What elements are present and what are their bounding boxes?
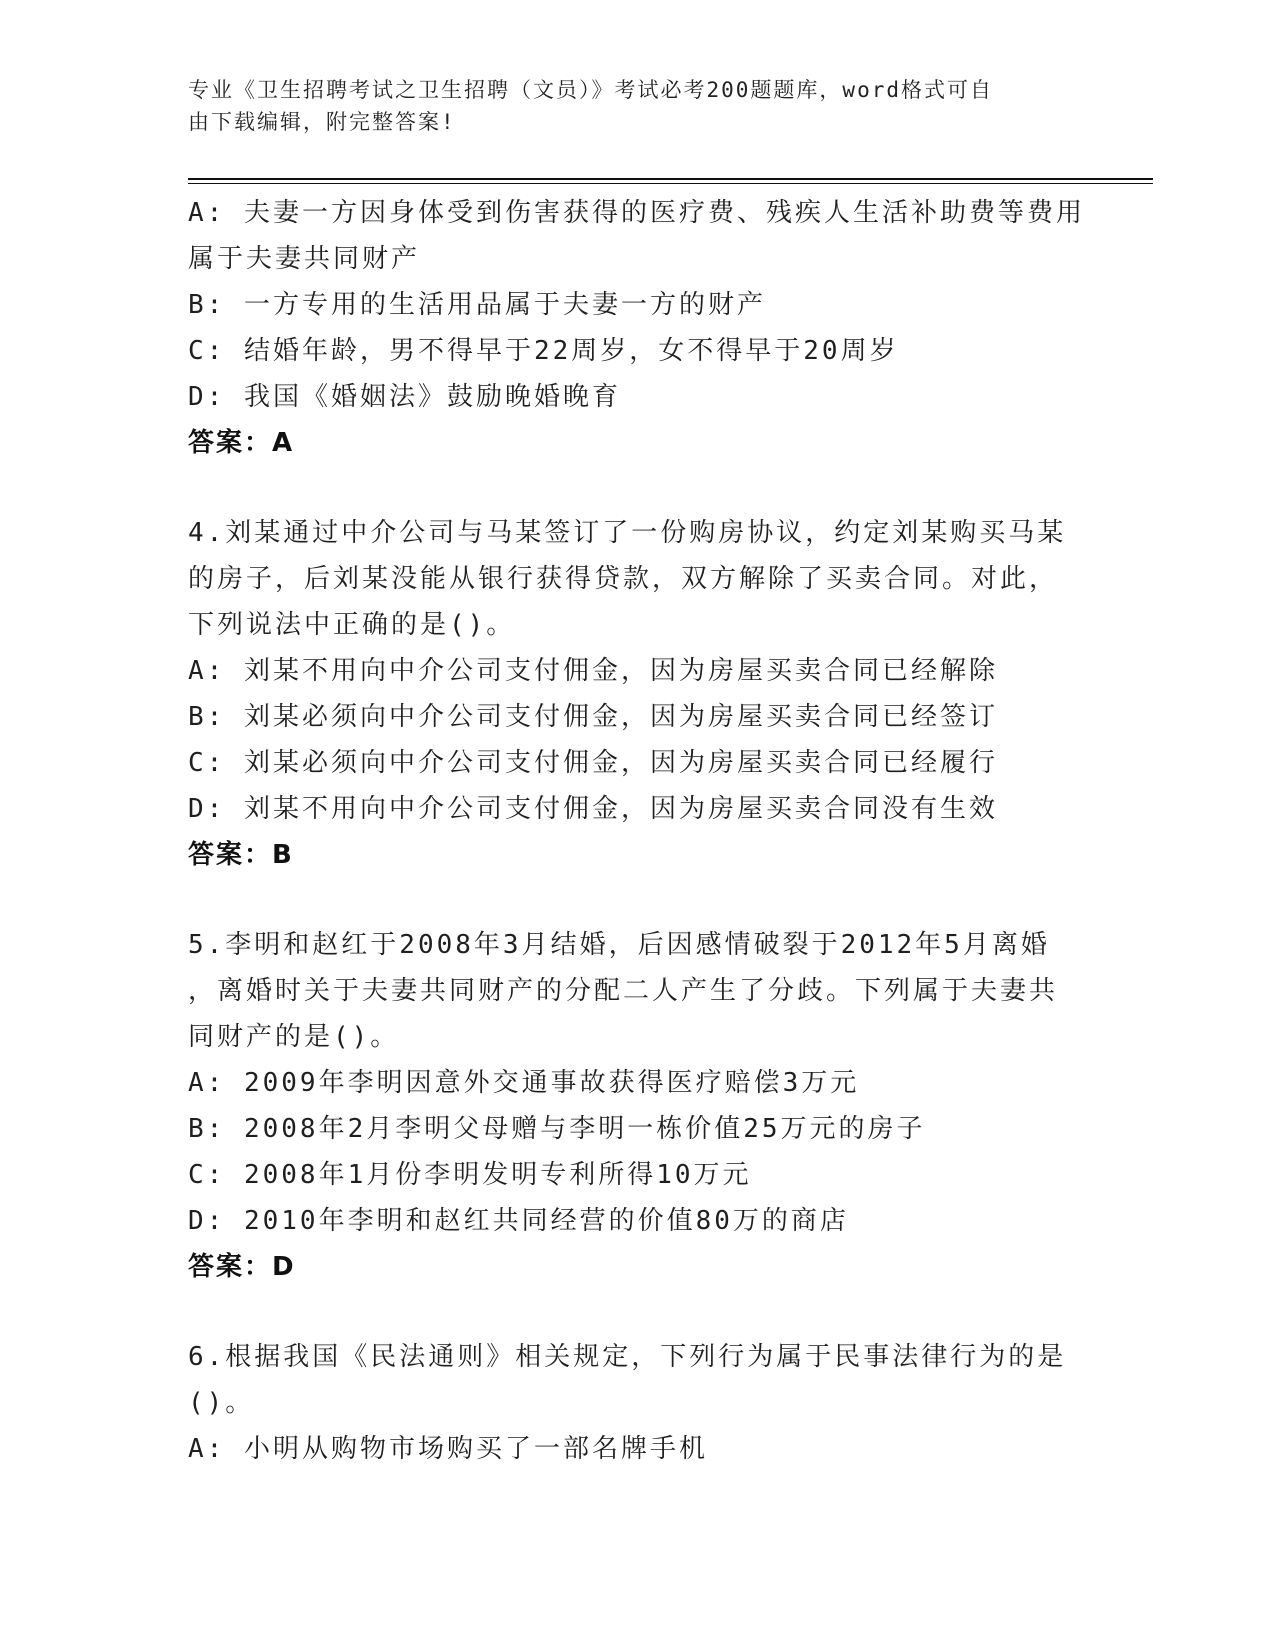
option-b: B: 2008年2月李明父母赠与李明一栋价值25万元的房子: [188, 1114, 926, 1144]
question-stem-line-3: 同财产的是()。: [188, 1022, 400, 1052]
page-header: [188, 74, 1068, 138]
spacer: [188, 466, 1088, 510]
question-stem-line-2: 的房子，后刘某没能从银行获得贷款，双方解除了买卖合同。对此，: [188, 564, 1059, 594]
option-d: D: 我国《婚姻法》鼓励晚婚晚育: [188, 382, 621, 412]
option-a: A: 小明从购物市场购买了一部名牌手机: [188, 1434, 708, 1464]
option-d: D: 刘某不用向中介公司支付佣金，因为房屋买卖合同没有生效: [188, 794, 998, 824]
answer: 答案：A: [188, 428, 295, 458]
question-4: [188, 510, 1088, 878]
question-stem-line-3: 下列说法中正确的是()。: [188, 610, 516, 640]
question-content: [188, 190, 1088, 1472]
option-d: D: 2010年李明和赵红共同经营的价值80万的商店: [188, 1206, 849, 1236]
question-5: [188, 922, 1088, 1290]
option-c: C: 结婚年龄，男不得早于22周岁，女不得早于20周岁: [188, 336, 899, 366]
header-divider-thick: [188, 178, 1153, 180]
option-b: B: 一方专用的生活用品属于夫妻一方的财产: [188, 290, 766, 320]
question-stem-line-2: ，离婚时关于夫妻共同财产的分配二人产生了分歧。下列属于夫妻共: [188, 976, 1059, 1006]
answer: 答案：B: [188, 840, 294, 870]
question-3: [188, 190, 1088, 466]
answer: 答案：D: [188, 1252, 296, 1282]
option-a-line-1: A: 夫妻一方因身体受到伤害获得的医疗费、残疾人生活补助费等费用: [188, 198, 1085, 228]
header-divider-thin: [188, 183, 1153, 184]
question-stem-line-2: ()。: [188, 1388, 255, 1418]
header-line-2: 由下载编辑，附完整答案!: [188, 110, 456, 134]
spacer: [188, 1290, 1088, 1334]
option-c: C: 刘某必须向中介公司支付佣金，因为房屋买卖合同已经履行: [188, 748, 998, 778]
question-6: [188, 1334, 1088, 1472]
spacer: [188, 878, 1088, 922]
option-b: B: 刘某必须向中介公司支付佣金，因为房屋买卖合同已经签订: [188, 702, 998, 732]
question-stem-line-1: 4.刘某通过中介公司与马某签订了一份购房协议，约定刘某购买马某: [188, 518, 1067, 548]
question-stem-line-1: 6.根据我国《民法通则》相关规定，下列行为属于民事法律行为的是: [188, 1342, 1067, 1372]
option-c: C: 2008年1月份李明发明专利所得10万元: [188, 1160, 752, 1190]
header-line-1: 专业《卫生招聘考试之卫生招聘（文员）》考试必考200题题库，word格式可自: [188, 78, 993, 102]
option-a-line-2: 属于夫妻共同财产: [188, 244, 421, 274]
question-stem-line-1: 5.李明和赵红于2008年3月结婚，后因感情破裂于2012年5月离婚: [188, 930, 1050, 960]
option-a: A: 2009年李明因意外交通事故获得医疗赔偿3万元: [188, 1068, 860, 1098]
option-a: A: 刘某不用向中介公司支付佣金，因为房屋买卖合同已经解除: [188, 656, 998, 686]
